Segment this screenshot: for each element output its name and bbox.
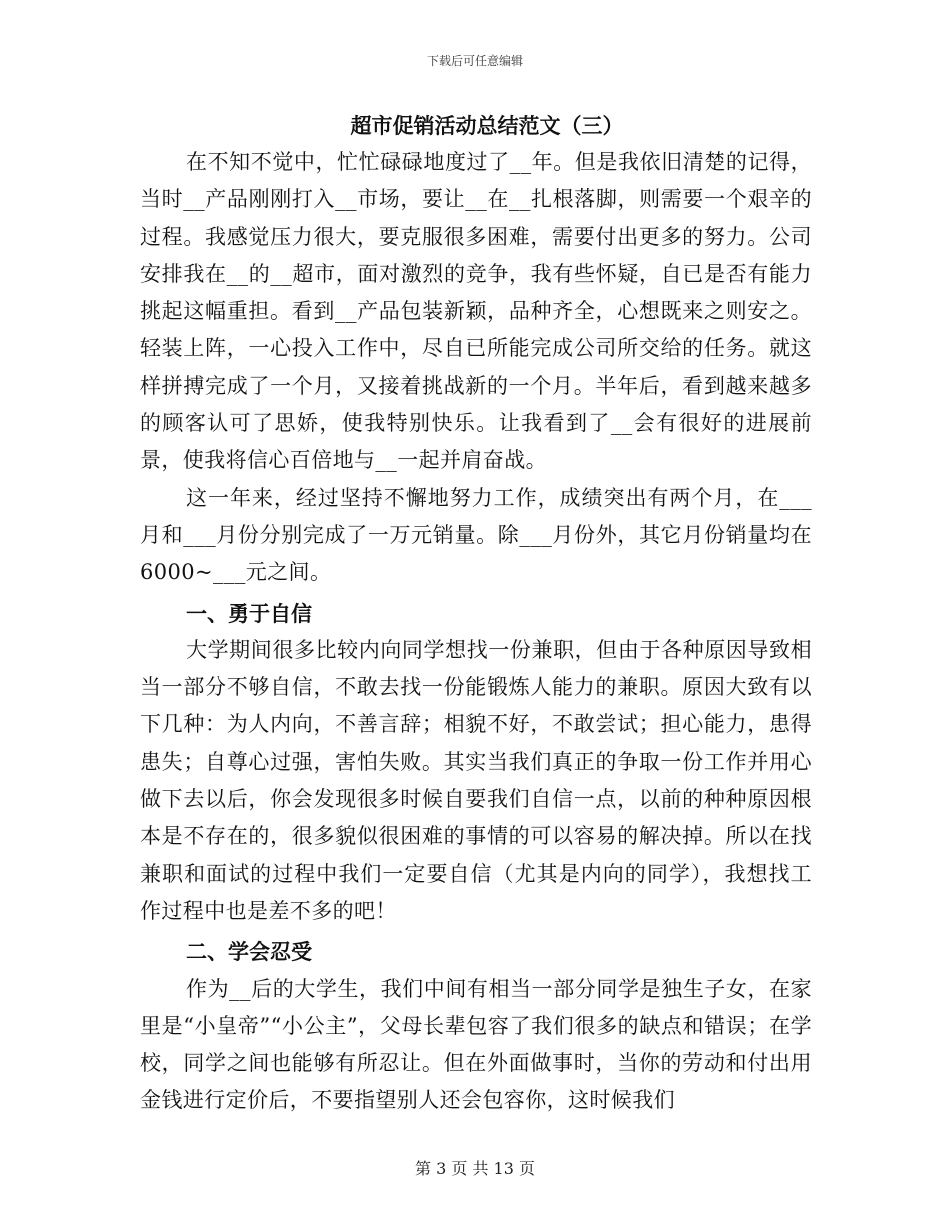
- paragraph-confidence: 大学期间很多比较内向同学想找一份兼职，但由于各种原因导致相当一部分不够自信，不敢去找一份能锻炼人能力的兼职。原因大致有以下几种：为人内向，不善言辞；相貌不好，不敢尝试；担心能力，患得患失；自尊心过强，害怕失败。其实当我们真正的争取一份工作并用心做下去以后，你会发现很多时候自要我们自信一点，以前的种种原因根本是不存在的，很多貌似很困难的事情的可以容易的解决掉。所以在找兼职和面试的过程中我们一定要自信（尤其是内向的同学），我想找工作过程中也是差不多的吧！: [140, 637, 812, 923]
- document-body: [140, 108, 812, 1120]
- section-heading-endurance: 二、学会忍受: [186, 939, 312, 965]
- paragraph-intro: 在不知不觉中，忙忙碌碌地度过了__年。但是我依旧清楚的记得，当时__产品刚刚打入__市场，要让__在__扎根落脚，则需要一个艰辛的过程。我感觉压力很大，要克服很多困难，需要付出更多的努力。公司安排我在__的__超市，面对激烈的竞争，我有些怀疑，自已是否有能力挑起这幅重担。看到__产品包装新颖，品种齐全，心想既来之则安之。轻装上阵，一心投入工作中，尽自已所能完成公司所交给的任务。就这样拼搏完成了一个月，又接着挑战新的一个月。半年后，看到越来越多的顾客认可了思娇，使我特别快乐。让我看到了__会有很好的进展前景，使我将信心百倍地与__一起并肩奋战。: [140, 150, 812, 473]
- page-footer-number: 第 3 页 共 13 页: [415, 1159, 535, 1178]
- section-heading-confidence: 一、勇于自信: [186, 600, 312, 626]
- document-title: 超市促销活动总结范文（三）: [350, 113, 624, 138]
- page-header-note: 下载后可任意编辑: [426, 54, 523, 68]
- paragraph-endurance: 作为__后的大学生，我们中间有相当一部分同学是独生子女，在家里是“小皇帝”“小公主”，父母长辈包容了我们很多的缺点和错误；在学校，同学之间也能够有所忍让。但在外面做事时，当你的劳动和付出用金钱进行定价后，不要指望别人还会包容你，这时候我们: [140, 976, 812, 1113]
- paragraph-sales-results: 这一年来，经过坚持不懈地努力工作，成绩突出有两个月，在___月和___月份分别完成了一万元销量。除___月份外，其它月份销量均在6000~___元之间。: [140, 485, 812, 585]
